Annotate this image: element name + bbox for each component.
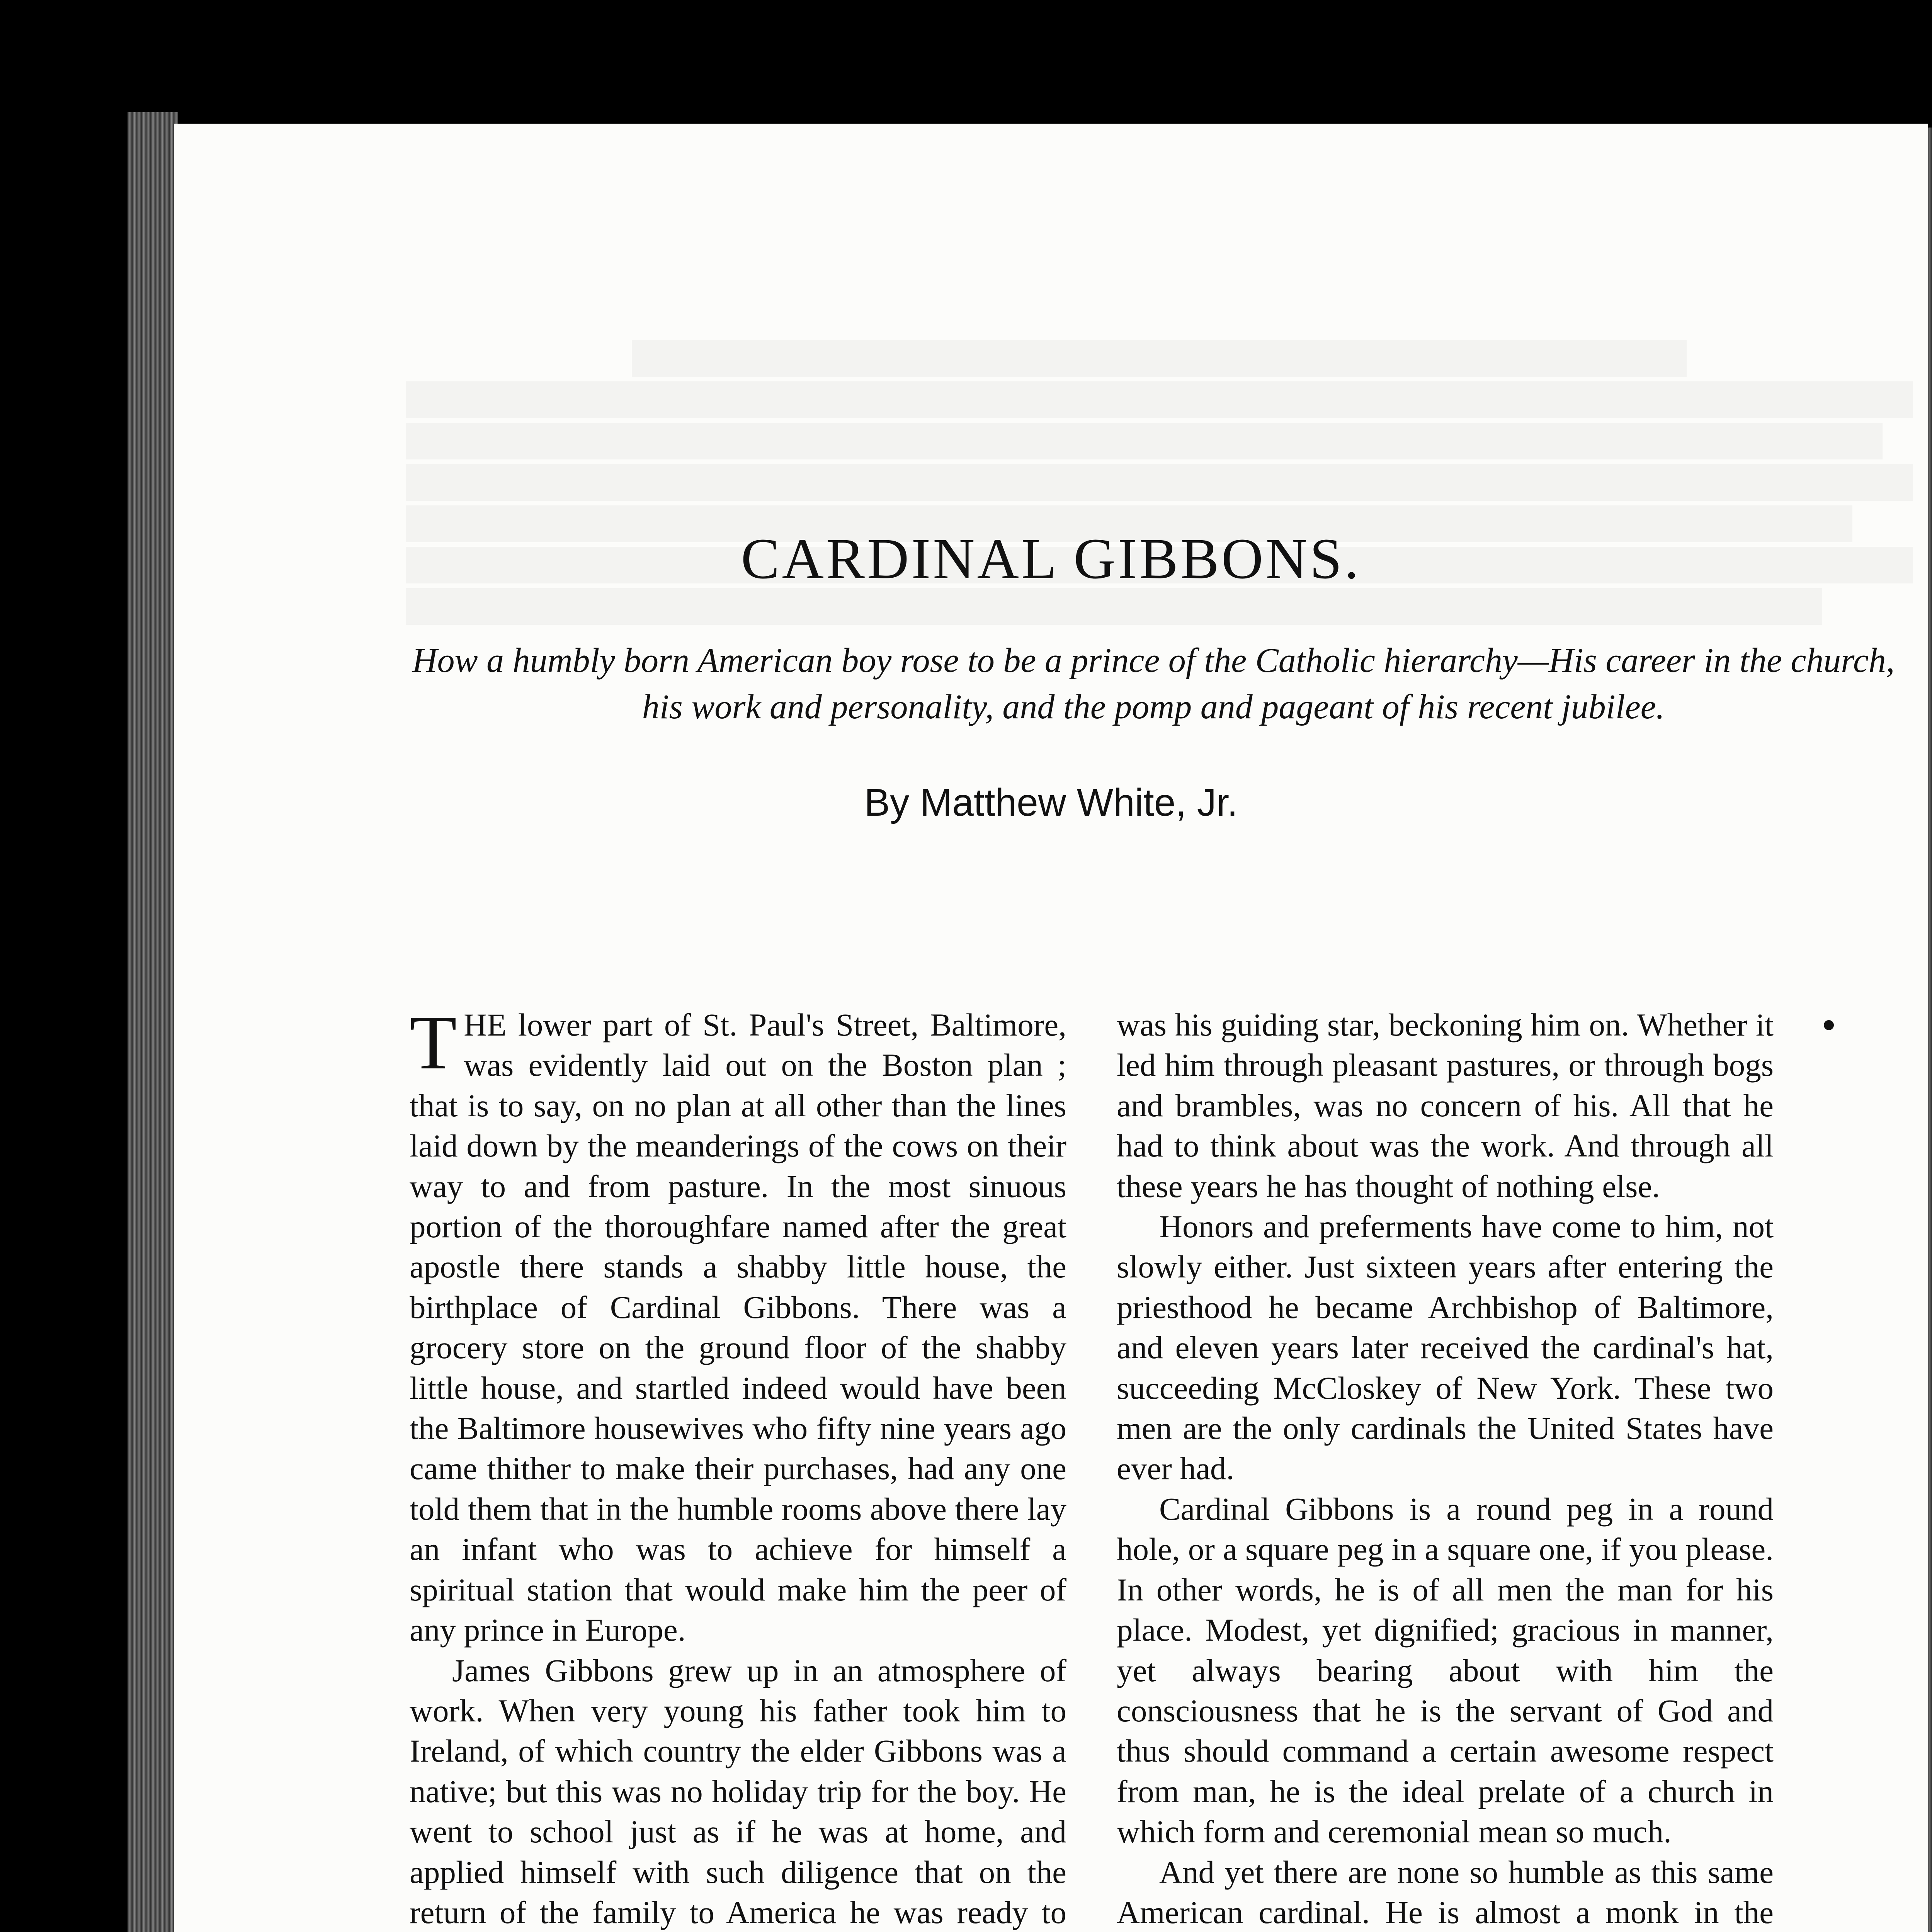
speck-mark <box>1824 1020 1834 1030</box>
paragraph-text: lower part of St. Paul's Street, Baltimore, was evidently laid out on the Boston plan ; that is to say, on no plan at all other than the lines laid down by the meanderings of the cows on their way to and from pasture. In the most sinuous portion of the thoroughfare named after the great apostle there stands a shabby little house, the birthplace of Cardinal Gibbons. There was a grocery store on the ground floor of the shabby little house, and startled indeed would have been the Baltimore housewives who fifty nine years ago came thither to make their purchases, had any one told them that in the humble rooms above there lay an infant who was to achieve for himself a spiritual station that would make him the peer of any prince in Europe. <box>410 1007 1066 1648</box>
paragraph: was his guiding star, beckoning him on. Whether it led him through pleasant pastures, or through bogs and brambles, was no concern of his. All that he had to think about was the work. And through all these years he has thought of nothing else. <box>1117 1007 1774 1204</box>
opening-caps: HE <box>464 1007 507 1043</box>
article-title: CARDINAL GIBBONS. <box>741 527 1361 591</box>
paragraph: And yet there are none so humble as this same American cardinal. He is almost a monk in the <box>1117 1854 1774 1930</box>
paragraph: Cardinal Gibbons is a round peg in a round hole, or a square peg in a square one, if you please. In other words, he is of all men the man for his place. Modest, yet dignified; gracious in manner, yet always bearing about with him the consciousness that he is the servant of God and thus should command a certain awesome respect from man, he is the ideal prelate of a church in which form and ceremonial mean so much. <box>1117 1491 1774 1850</box>
document-page <box>174 124 1928 1932</box>
drop-cap: T <box>410 1000 457 1085</box>
paragraph <box>410 1000 1066 1650</box>
paragraph: James Gibbons grew up in an atmosphere of work. When very young his father took him to Ireland, of which country the elder Gibbons was a native; but this was no holiday trip for the boy. He went to school just as if he was at home, and applied himself with such diligence that on the return of the family to America he was ready to <box>410 1652 1066 1930</box>
paragraph: Honors and preferments have come to him, not slowly either. Just sixteen years after entering the priesthood he became Archbishop of Baltimore, and eleven years later received the cardinal's hat, succeeding McCloskey of New York. These two men are the only cardinals the United States have ever had. <box>1117 1209 1774 1486</box>
article-subtitle: How a humbly born American boy rose to be a prince of the Catholic hierarchy—His career in the church, his work and personality, and the pomp and pageant of his recent jubilee. <box>412 641 1895 726</box>
article-byline: By Matthew White, Jr. <box>864 781 1238 824</box>
page-stack-edge <box>128 112 178 1932</box>
column-right <box>1117 1005 1774 1932</box>
column-left <box>410 1000 1066 1932</box>
